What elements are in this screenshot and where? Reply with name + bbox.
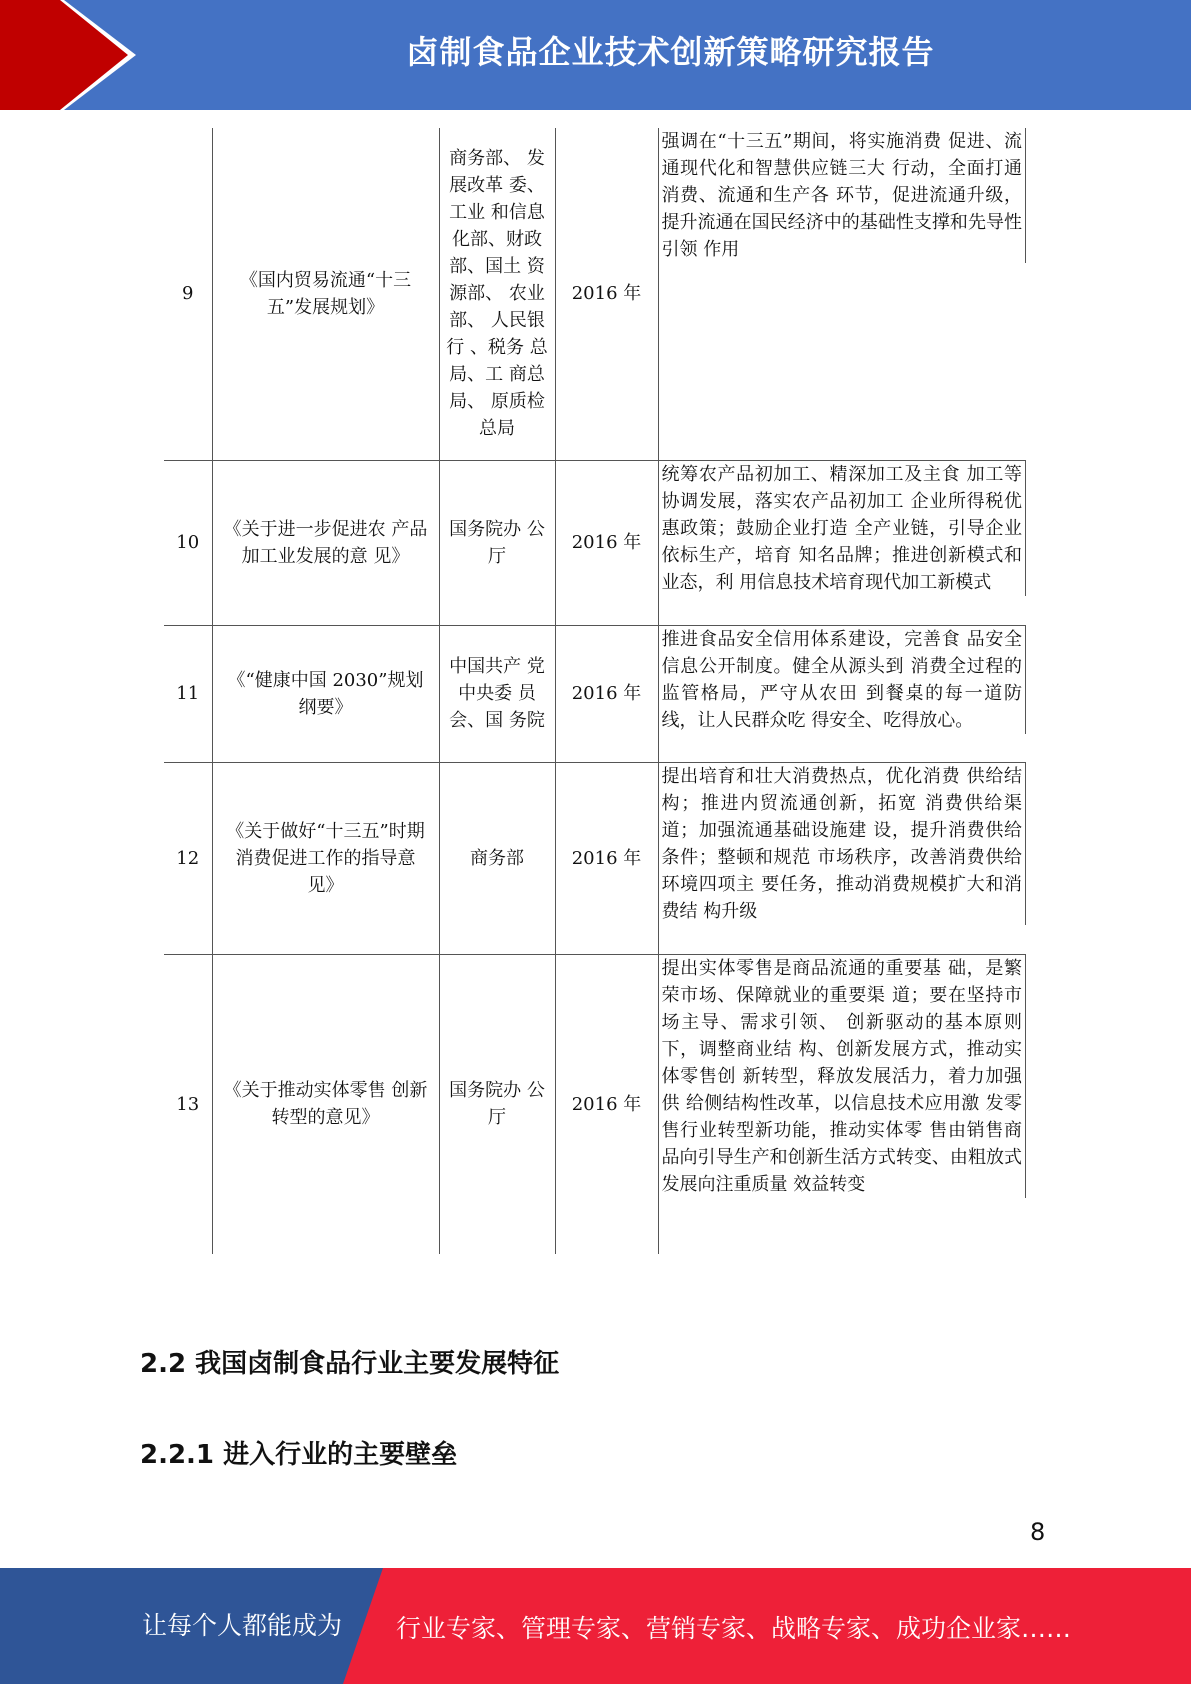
row-number: 9 xyxy=(164,128,212,460)
issue-year: 2016 年 xyxy=(555,128,658,460)
page-footer xyxy=(0,1568,1191,1684)
issuing-department: 商务部 xyxy=(439,762,555,954)
policy-content xyxy=(658,128,1026,460)
policy-name: 《关于做好“十三五”时期消费促进工作的指导意见》 xyxy=(212,762,439,954)
policy-content-text: 提出培育和壮大消费热点，优化消费 供给结构；推进内贸流通创新，拓宽 消费供给渠道；加强流通基础设施建 设，提升消费供给条件；整顿和规范 市场秩序，改善消费供给环境四项主 要任务，推动消费规模扩大和消费结 构升级 xyxy=(662,763,1027,925)
issuing-department: 国务院办 公厅 xyxy=(439,954,555,1254)
issue-year: 2016 年 xyxy=(555,460,658,625)
row-number: 12 xyxy=(164,762,212,954)
section-heading: 2.2 我国卤制食品行业主要发展特征 xyxy=(140,1349,560,1379)
issue-year: 2016 年 xyxy=(555,625,658,762)
policy-content-text: 推进食品安全信用体系建设，完善食 品安全信息公开制度。健全从源头到 消费全过程的监管格局，严守从农田 到餐桌的每一道防线，让人民群众吃 得安全、吃得放心。 xyxy=(662,626,1027,734)
policy-name: 《关于进一步促进农 产品加工业发展的意 见》 xyxy=(212,460,439,625)
policy-name: 《“健康中国 2030”规划纲要》 xyxy=(212,625,439,762)
policy-content xyxy=(658,762,1026,954)
policy-content xyxy=(658,460,1026,625)
footer-slogan-right: 行业专家、管理专家、营销专家、战略专家、成功企业家…… xyxy=(396,1614,1072,1643)
policy-content xyxy=(658,954,1026,1254)
footer-slogan-left: 让每个人都能成为 xyxy=(142,1611,343,1640)
issuing-department: 国务院办 公厅 xyxy=(439,460,555,625)
issuing-department: 商务部、 发展改革 委、工业 和信息化部、财政部、国土 资源部、 农业部、 人民银行 、税务 总局、工 商总局、 原质检总局 xyxy=(439,128,555,460)
issue-year: 2016 年 xyxy=(555,954,658,1254)
policy-content xyxy=(658,625,1026,762)
policy-content-text: 强调在“十三五”期间，将实施消费 促进、流通现代化和智慧供应链三大 行动，全面打通消费、流通和生产各 环节，促进流通升级，提升流通在国民经济中的基础性支撑和先导性引领 作用 xyxy=(662,128,1027,263)
policy-table xyxy=(164,128,1026,1254)
policy-name: 《国内贸易流通“十三五”发展规划》 xyxy=(212,128,439,460)
header-arrow-decoration xyxy=(0,0,160,110)
subsection-heading: 2.2.1 进入行业的主要壁垒 xyxy=(140,1440,458,1470)
policy-content-text: 统筹农产品初加工、精深加工及主食 加工等协调发展，落实农产品初加工 企业所得税优惠政策；鼓励企业打造 全产业链，引导企业依标生产，培育 知名品牌；推进创新模式和业态，利 用信息技术培育现代加工新模式 xyxy=(662,461,1027,596)
table-row xyxy=(164,625,1026,762)
table-row xyxy=(164,762,1026,954)
issuing-department: 中国共产 党中央委 员会、国 务院 xyxy=(439,625,555,762)
row-number: 11 xyxy=(164,625,212,762)
row-number: 10 xyxy=(164,460,212,625)
page-number: 8 xyxy=(1030,1518,1046,1546)
page-header xyxy=(0,0,1191,110)
table-row xyxy=(164,128,1026,460)
policy-name: 《关于推动实体零售 创新转型的意见》 xyxy=(212,954,439,1254)
table-row xyxy=(164,460,1026,625)
report-title: 卤制食品企业技术创新策略研究报告 xyxy=(406,33,935,71)
issue-year: 2016 年 xyxy=(555,762,658,954)
policy-content-text: 提出实体零售是商品流通的重要基 础，是繁荣市场、保障就业的重要渠 道；要在坚持市场主导、需求引领、 创新驱动的基本原则下，调整商业结 构、创新发展方式，推动实体零售创 新转型，释放发展活力，着力加强供 给侧结构性改革，以信息技术应用激 发零售行业转型新功能，推动实体零 售由销售商品向引导生产和创新生活方式转变、由粗放式发展向注重质量 效益转变 xyxy=(662,955,1027,1198)
row-number: 13 xyxy=(164,954,212,1254)
table-row xyxy=(164,954,1026,1254)
